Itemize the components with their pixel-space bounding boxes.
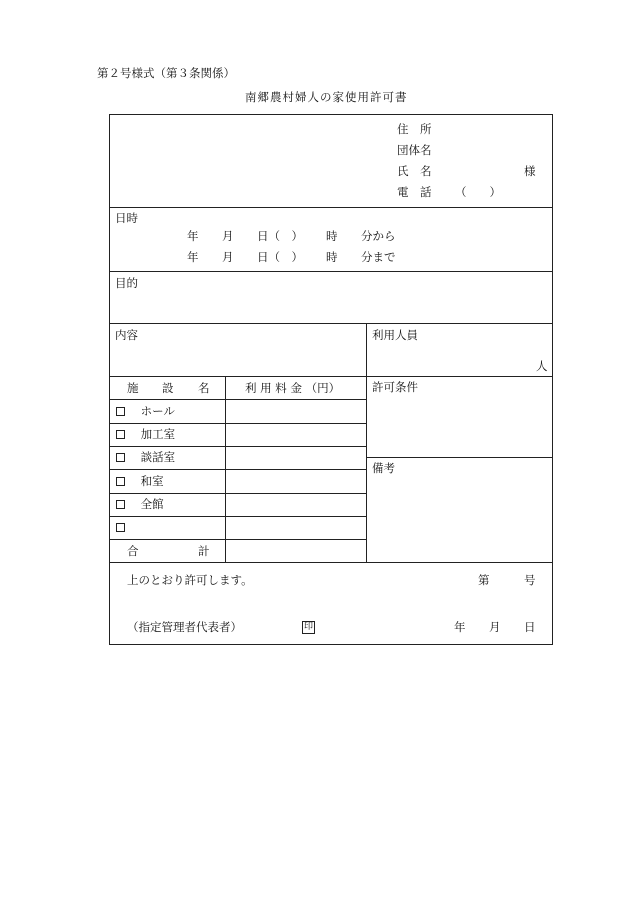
datetime-end: 分まで bbox=[361, 250, 396, 264]
form-number: 第２号様式（第３条関係） bbox=[97, 66, 235, 80]
checkbox-icon[interactable] bbox=[116, 407, 125, 416]
datetime-month: 月 bbox=[222, 250, 234, 264]
remarks-label: 備考 bbox=[372, 461, 395, 475]
facility-row-japanese-room bbox=[116, 476, 164, 488]
facility-row-whole-building bbox=[116, 499, 164, 511]
datetime-hour: 時 bbox=[326, 229, 338, 243]
row-divider bbox=[109, 376, 553, 377]
facility-row-lounge bbox=[116, 452, 175, 464]
permit-number-suffix: 号 bbox=[524, 573, 536, 587]
row-divider bbox=[109, 207, 553, 208]
checkbox-icon[interactable] bbox=[116, 430, 125, 439]
permit-number-prefix: 第 bbox=[478, 573, 490, 587]
attendees-unit: 人 bbox=[536, 359, 548, 373]
facility-name: 和室 bbox=[140, 474, 164, 488]
row-divider bbox=[109, 562, 553, 563]
facility-header: 名 bbox=[198, 381, 210, 395]
fee-header: 利 用 料 金 （円） bbox=[245, 381, 341, 395]
table-row-line bbox=[109, 516, 366, 517]
table-row-line bbox=[109, 469, 366, 470]
column-divider bbox=[366, 323, 367, 562]
facility-header: 施 bbox=[127, 381, 139, 395]
date-month: 月 bbox=[489, 620, 501, 634]
row-divider bbox=[109, 323, 553, 324]
name-label: 氏 名 bbox=[397, 164, 432, 178]
facility-row-hall bbox=[116, 406, 175, 418]
checkbox-icon[interactable] bbox=[116, 453, 125, 462]
datetime-label: 日時 bbox=[115, 211, 138, 225]
manager-label: （指定管理者代表者） bbox=[127, 620, 242, 634]
content-label: 内容 bbox=[115, 328, 138, 342]
datetime-month: 月 bbox=[222, 229, 234, 243]
facility-name: 談話室 bbox=[140, 450, 176, 464]
datetime-hour: 時 bbox=[326, 250, 338, 264]
attendees-label: 利用人員 bbox=[372, 328, 418, 342]
datetime-year: 年 bbox=[187, 229, 199, 243]
honorific-sama: 様 bbox=[524, 164, 536, 178]
checkbox-icon[interactable] bbox=[116, 477, 125, 486]
facility-name: 加工室 bbox=[140, 427, 176, 441]
row-divider bbox=[109, 271, 553, 272]
address-label: 住 所 bbox=[397, 122, 432, 136]
total-label: 計 bbox=[198, 544, 210, 558]
datetime-year: 年 bbox=[187, 250, 199, 264]
permit-statement: 上のとおり許可します。 bbox=[127, 573, 253, 587]
facility-name: 全館 bbox=[140, 497, 164, 511]
seal-mark bbox=[302, 621, 315, 634]
group-name-label: 団体名 bbox=[397, 143, 432, 157]
table-row-line bbox=[109, 399, 366, 400]
checkbox-icon[interactable] bbox=[116, 500, 125, 509]
column-divider bbox=[225, 376, 226, 562]
seal-char: 印 bbox=[303, 622, 313, 632]
row-divider bbox=[366, 457, 553, 458]
checkbox-icon[interactable] bbox=[116, 523, 125, 532]
total-label: 合 bbox=[127, 544, 139, 558]
conditions-label: 許可条件 bbox=[372, 380, 418, 394]
phone-label: 電 話 bbox=[397, 185, 432, 199]
datetime-day: 日（ ） bbox=[257, 229, 303, 243]
table-row-line bbox=[109, 539, 366, 540]
datetime-start: 分から bbox=[361, 229, 396, 243]
date-day: 日 bbox=[524, 620, 536, 634]
facility-header: 設 bbox=[162, 381, 174, 395]
facility-row-processing-room bbox=[116, 429, 175, 441]
purpose-label: 目的 bbox=[115, 276, 138, 290]
datetime-day: 日（ ） bbox=[257, 250, 303, 264]
facility-row-other bbox=[116, 522, 137, 534]
facility-name: ホール bbox=[140, 404, 175, 418]
table-row-line bbox=[109, 446, 366, 447]
table-row-line bbox=[109, 493, 366, 494]
table-row-line bbox=[109, 423, 366, 424]
phone-parentheses: （ ） bbox=[455, 185, 501, 199]
document-title: 南郷農村婦人の家使用許可書 bbox=[245, 90, 408, 104]
date-year: 年 bbox=[454, 620, 466, 634]
